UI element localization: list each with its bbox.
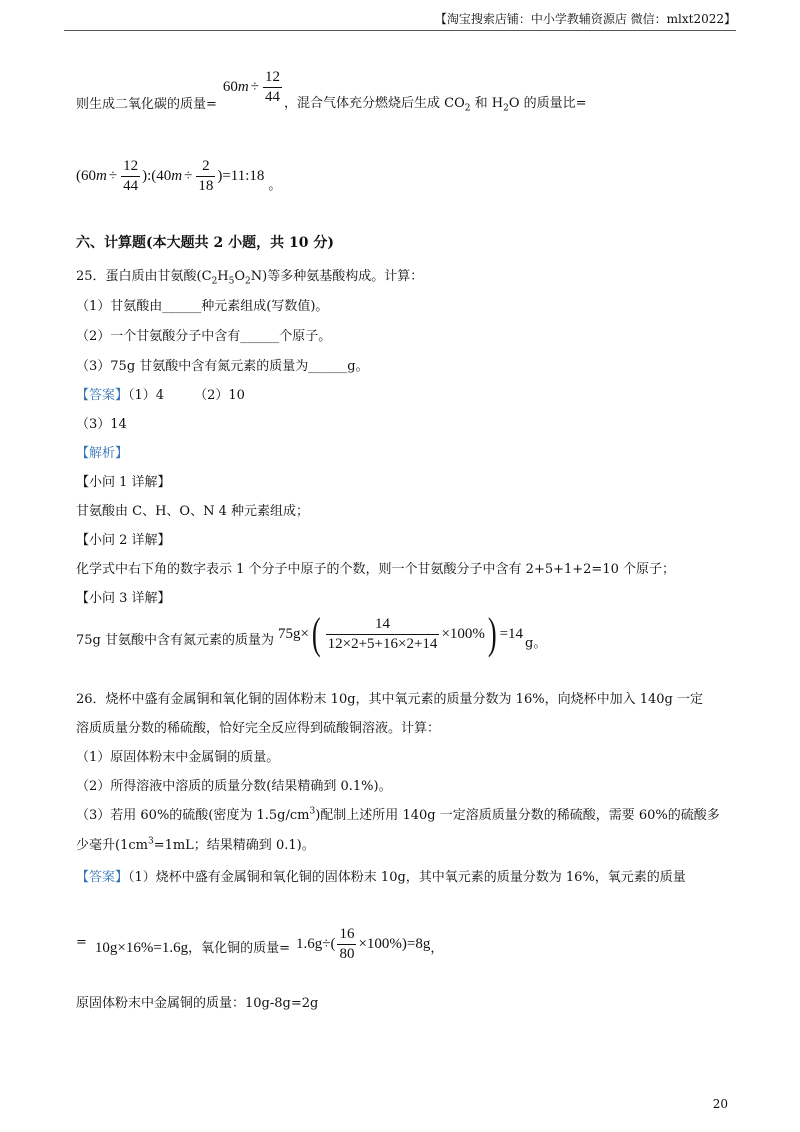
ratio-den-1: 44 <box>123 178 139 194</box>
q25-answer-tag: 【答案】 <box>76 388 129 403</box>
q26-answer-tag: 【答案】 <box>76 870 129 885</box>
q25-stem <box>76 265 423 287</box>
q25-answer-line <box>76 384 245 403</box>
q26-stem-line-1: 26．烧杯中盛有金属铜和氧化铜的固体粉末 10g，其中氧元素的质量分数为 16%，向烧杯中加入 140g 一定 <box>76 692 703 707</box>
left-paren: ( <box>311 609 321 658</box>
q25-stem-c: O <box>234 269 246 284</box>
q26-p3-sup: 3 <box>309 806 316 817</box>
nitrogen-pct: ×100% <box>441 625 485 642</box>
ratio-mid: ):(40 <box>142 168 172 184</box>
ratio-num-1: 12 <box>123 158 139 174</box>
ratio-var-2: m <box>171 168 183 184</box>
nitrogen-result: =14 <box>499 625 524 642</box>
q25-sub-1: 2 <box>211 276 218 287</box>
eq2-post: ×100%)=8g <box>358 936 431 952</box>
q26-p3-a: （3）若用 60%的硫酸(密度为 1.5g/cm <box>76 808 310 823</box>
q25-answer-1: （1）4 <box>128 388 165 403</box>
q26-p3-line2-b: =1mL；结果精确到 0.1)。 <box>153 838 315 853</box>
q26-part-1: （1）原固体粉末中金属铜的质量。 <box>76 750 280 765</box>
eq2-end: ， <box>430 941 444 956</box>
ratio-div-2: ÷ <box>184 168 193 184</box>
q26-part-2: （2）所得溶液中溶质的质量分数(结果精确到 0.1%)。 <box>76 779 392 794</box>
eq1-separator: ，氧化铜的质量= <box>188 941 290 956</box>
ratio-fraction-2 <box>196 158 215 195</box>
q25-sub1-tag: 【小问 1 详解】 <box>76 475 171 490</box>
q26-part-3-line-1 <box>76 804 720 823</box>
co2-mass-line <box>76 70 587 114</box>
q26-p3-line2-sup: 3 <box>147 836 154 847</box>
co2-mass-div: ÷ <box>250 79 259 96</box>
ratio-end: 。 <box>268 177 282 192</box>
co2-mass-var: m <box>237 79 249 96</box>
co2-mass-coef: 60 <box>222 79 238 96</box>
suffix-part-a: ，混合气体充分燃烧后生成 CO <box>283 96 465 111</box>
q25-stem-b: H <box>217 269 229 284</box>
q25-stem-d: N)等多种氨基酸构成。计算： <box>250 269 424 284</box>
co2-mass-prefix: 则生成二氧化碳的质量= <box>76 97 217 113</box>
eq2-pre: 1.6g÷( <box>295 936 336 952</box>
q25-answer-3: （3）14 <box>76 417 127 432</box>
q25-sub1-text: 甘氨酸由 C、H、O、N 4 种元素组成； <box>76 504 309 519</box>
suffix-part-c: O 的质量比= <box>508 96 587 111</box>
nitrogen-mass-base: 75g× <box>278 625 309 642</box>
right-paren: ) <box>487 609 497 658</box>
q26-part-3-line-2 <box>76 834 315 853</box>
co2-mass-fraction <box>263 69 282 106</box>
section-title: 六、计算题(本大题共 2 小题，共 10 分) <box>76 235 334 251</box>
q26-answer-line <box>76 866 686 885</box>
q25-part-2: （2）一个甘氨酸分子中含有______个原子。 <box>76 329 332 344</box>
eq2-frac-num: 16 <box>339 926 355 942</box>
q25-sub2-tag: 【小问 2 详解】 <box>76 533 171 548</box>
oxygen-mass-eq: 10g×16%=1.6g <box>94 940 189 956</box>
eq-prefix: = <box>76 935 87 950</box>
copper-oxide-mass-eq <box>296 926 430 963</box>
q26-answer-text: （1）烧杯中盛有金属铜和氧化铜的固体粉末 10g，其中氧元素的质量分数为 16%，氧元素的质量 <box>128 870 686 885</box>
page-number: 20 <box>712 1097 728 1111</box>
suffix-part-b: 和 H <box>470 96 504 111</box>
q25-part-1: （1）甘氨酸由______种元素组成(写数值)。 <box>76 299 329 314</box>
ratio-den-2: 18 <box>198 178 214 194</box>
ratio-fraction-1 <box>121 158 140 195</box>
q26-oxygen-equation <box>76 926 443 963</box>
ratio-close: )=11:18 <box>217 168 265 184</box>
ratio-open: (60 <box>76 168 96 184</box>
eq2-fraction <box>337 926 356 963</box>
q25-sub-3: 2 <box>245 276 251 287</box>
nitrogen-frac-num: 14 <box>375 615 391 632</box>
header-note: 【淘宝搜索店铺：中小学教辅资源店 微信：mlxt2022】 <box>434 12 736 26</box>
q26-p3-b: )配制上述所用 140g 一定溶质质量分数的稀硫酸，需要 60%的硫酸多 <box>315 808 720 823</box>
q25-sub3-tag: 【小问 3 详解】 <box>76 591 171 606</box>
eq2-frac-den: 80 <box>339 946 355 962</box>
nitrogen-fraction <box>326 616 440 653</box>
nitrogen-mass-formula <box>278 609 524 658</box>
co2-subscript: 2 <box>464 103 471 114</box>
co2-frac-den: 44 <box>264 89 280 106</box>
q25-analysis-tag: 【解析】 <box>76 446 129 461</box>
q26-stem-line-2: 溶质质量分数的稀硫酸，恰好完全反应得到硫酸铜溶液。计算： <box>76 721 441 736</box>
q26-p3-line2-a: 少毫升(1cm <box>76 838 148 853</box>
q26-copper-mass-line: 原固体粉末中金属铜的质量：10g-8g=2g <box>76 996 319 1011</box>
ratio-num-2: 2 <box>202 158 210 174</box>
nitrogen-frac-den: 12×2+5+16×2+14 <box>327 635 438 652</box>
q25-sub3-prefix: 75g 甘氨酸中含有氮元素的质量为 <box>76 632 274 648</box>
ratio-var-1: m <box>96 168 107 184</box>
co2-mass-suffix <box>284 92 587 114</box>
co2-frac-num: 12 <box>264 69 280 86</box>
q25-stem-a: 25．蛋白质由甘氨酸(C <box>76 269 212 284</box>
q25-answer-2: （2）10 <box>194 388 245 403</box>
q25-part-3: （3）75g 甘氨酸中含有氮元素的质量为______g。 <box>76 359 369 374</box>
q25-nitrogen-mass-line <box>76 609 547 658</box>
q25-sub-2: 5 <box>228 276 235 287</box>
nitrogen-unit: g。 <box>525 635 547 651</box>
ratio-div-1: ÷ <box>108 168 118 184</box>
header-divider <box>64 30 736 31</box>
co2-mass-formula <box>223 69 284 106</box>
q25-sub2-text: 化学式中右下角的数字表示 1 个分子中原子的个数，则一个甘氨酸分子中含有 2+5+1+2=10 个原子； <box>76 562 675 577</box>
h2o-subscript: 2 <box>503 103 509 114</box>
mass-ratio-equation <box>76 158 281 195</box>
